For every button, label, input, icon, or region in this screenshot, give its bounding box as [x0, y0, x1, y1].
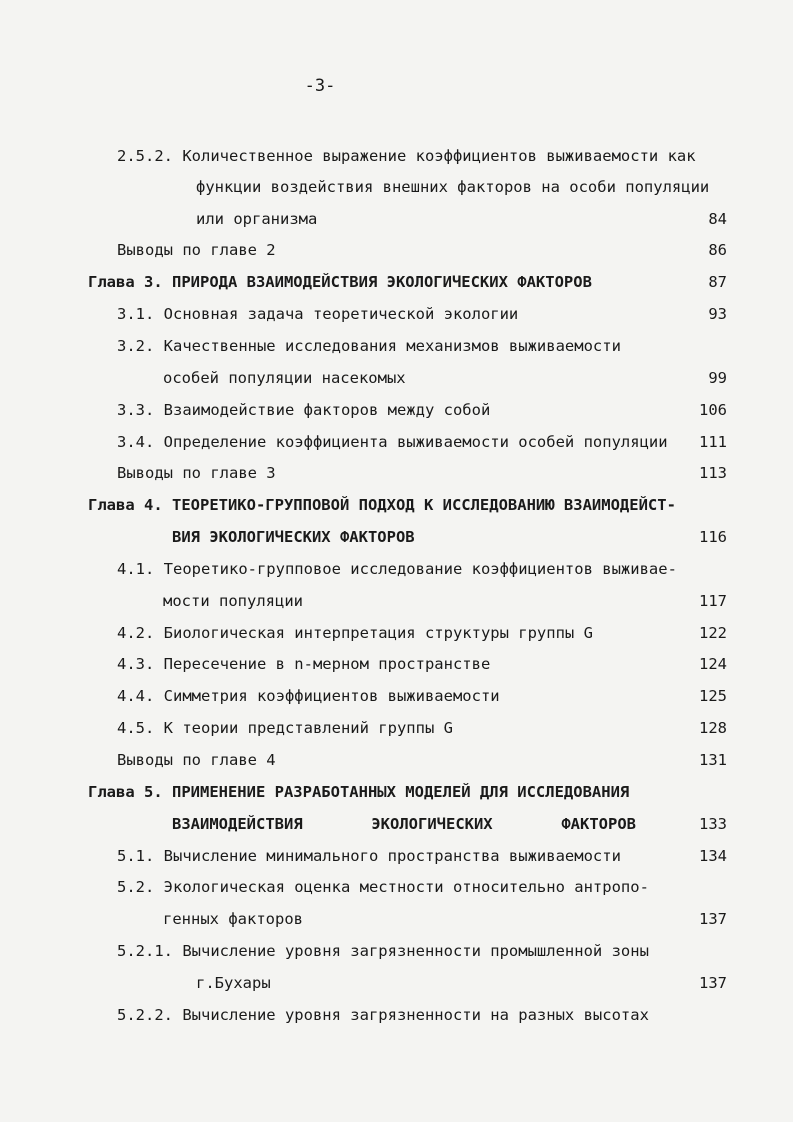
toc-page-number: 111 [699, 433, 727, 451]
toc-line: 4.1. Теоретико-групповое исследование коэффициентов выживае- [117, 560, 677, 578]
toc-line: 5.2.1. Вычисление уровня загрязненности промышленной зоны [117, 942, 649, 960]
toc-line: 4.4. Симметрия коэффициентов выживаемости [117, 687, 500, 705]
toc-page-number: 137 [699, 974, 727, 992]
toc-line: функции воздействия внешних факторов на особи популяции [196, 178, 710, 196]
toc-page-number: 99 [708, 369, 727, 387]
toc-line: генных факторов [163, 910, 303, 928]
toc-line: г.Бухары [196, 974, 271, 992]
toc-line: 5.2.2. Вычисление уровня загрязненности на разных высотах [117, 1006, 649, 1024]
toc-page-number: 84 [708, 210, 727, 228]
toc-line: 4.3. Пересечение в n-мерном пространстве [117, 655, 491, 673]
toc-line: 3.3. Взаимодействие факторов между собой [117, 401, 491, 419]
chapter-heading: Глава 5. ПРИМЕНЕНИЕ РАЗРАБОТАННЫХ МОДЕЛЕЙ ДЛЯ ИССЛЕДОВАНИЯ [88, 783, 630, 801]
toc-page-number: 86 [708, 241, 727, 259]
chapter-heading: Глава 3. ПРИРОДА ВЗАИМОДЕЙСТВИЯ ЭКОЛОГИЧЕСКИХ ФАКТОРОВ [88, 273, 592, 291]
toc-line: Выводы по главе 4 [117, 751, 276, 769]
toc-line: 5.1. Вычисление минимального пространства выживаемости [117, 847, 621, 865]
toc-line: или организма [196, 210, 318, 228]
heading-word: ВЗАИМОДЕЙСТВИЯ [172, 815, 303, 833]
page-number: -3- [304, 76, 336, 96]
toc-page-number: 106 [699, 401, 727, 419]
toc-line: Выводы по главе 3 [117, 464, 276, 482]
toc-line: 3.1. Основная задача теоретической экологии [117, 305, 519, 323]
toc-page-number: 131 [699, 751, 727, 769]
toc-page-number: 113 [699, 464, 727, 482]
toc-line: 5.2. Экологическая оценка местности относительно антропо- [117, 878, 649, 896]
toc-page-number: 137 [699, 910, 727, 928]
toc-page-number: 117 [699, 592, 727, 610]
toc-line: мости популяции [163, 592, 303, 610]
toc-page-number: 134 [699, 847, 727, 865]
toc-line: 3.4. Определение коэффициента выживаемости особей популяции [117, 433, 668, 451]
chapter-heading: Глава 4. ТЕОРЕТИКО-ГРУППОВОЙ ПОДХОД К ИССЛЕДОВАНИЮ ВЗАИМОДЕЙСТ- [88, 496, 676, 514]
toc-line: 4.5. К теории представлений группы G [117, 719, 453, 737]
toc-page-number: 93 [708, 305, 727, 323]
heading-word: ФАКТОРОВ [561, 815, 636, 833]
toc-page-number: 128 [699, 719, 727, 737]
toc-page-number: 124 [699, 655, 727, 673]
toc-line: 2.5.2. Количественное выражение коэффициентов выживаемости как [117, 147, 696, 165]
chapter-heading-cont: ВИЯ ЭКОЛОГИЧЕСКИХ ФАКТОРОВ [172, 528, 415, 546]
toc-line: Выводы по главе 2 [117, 241, 276, 259]
toc-page-number: 122 [699, 624, 727, 642]
toc-page-number: 87 [708, 273, 727, 291]
toc-page-number: 125 [699, 687, 727, 705]
toc-line: особей популяции насекомых [163, 369, 406, 387]
toc-page-number: 116 [699, 528, 727, 546]
chapter-heading-cont [172, 812, 636, 836]
heading-word: ЭКОЛОГИЧЕСКИХ [371, 815, 493, 833]
toc-page-number: 133 [699, 815, 727, 833]
toc-line: 4.2. Биологическая интерпретация структуры группы G [117, 624, 593, 642]
toc-line: 3.2. Качественные исследования механизмов выживаемости [117, 337, 621, 355]
